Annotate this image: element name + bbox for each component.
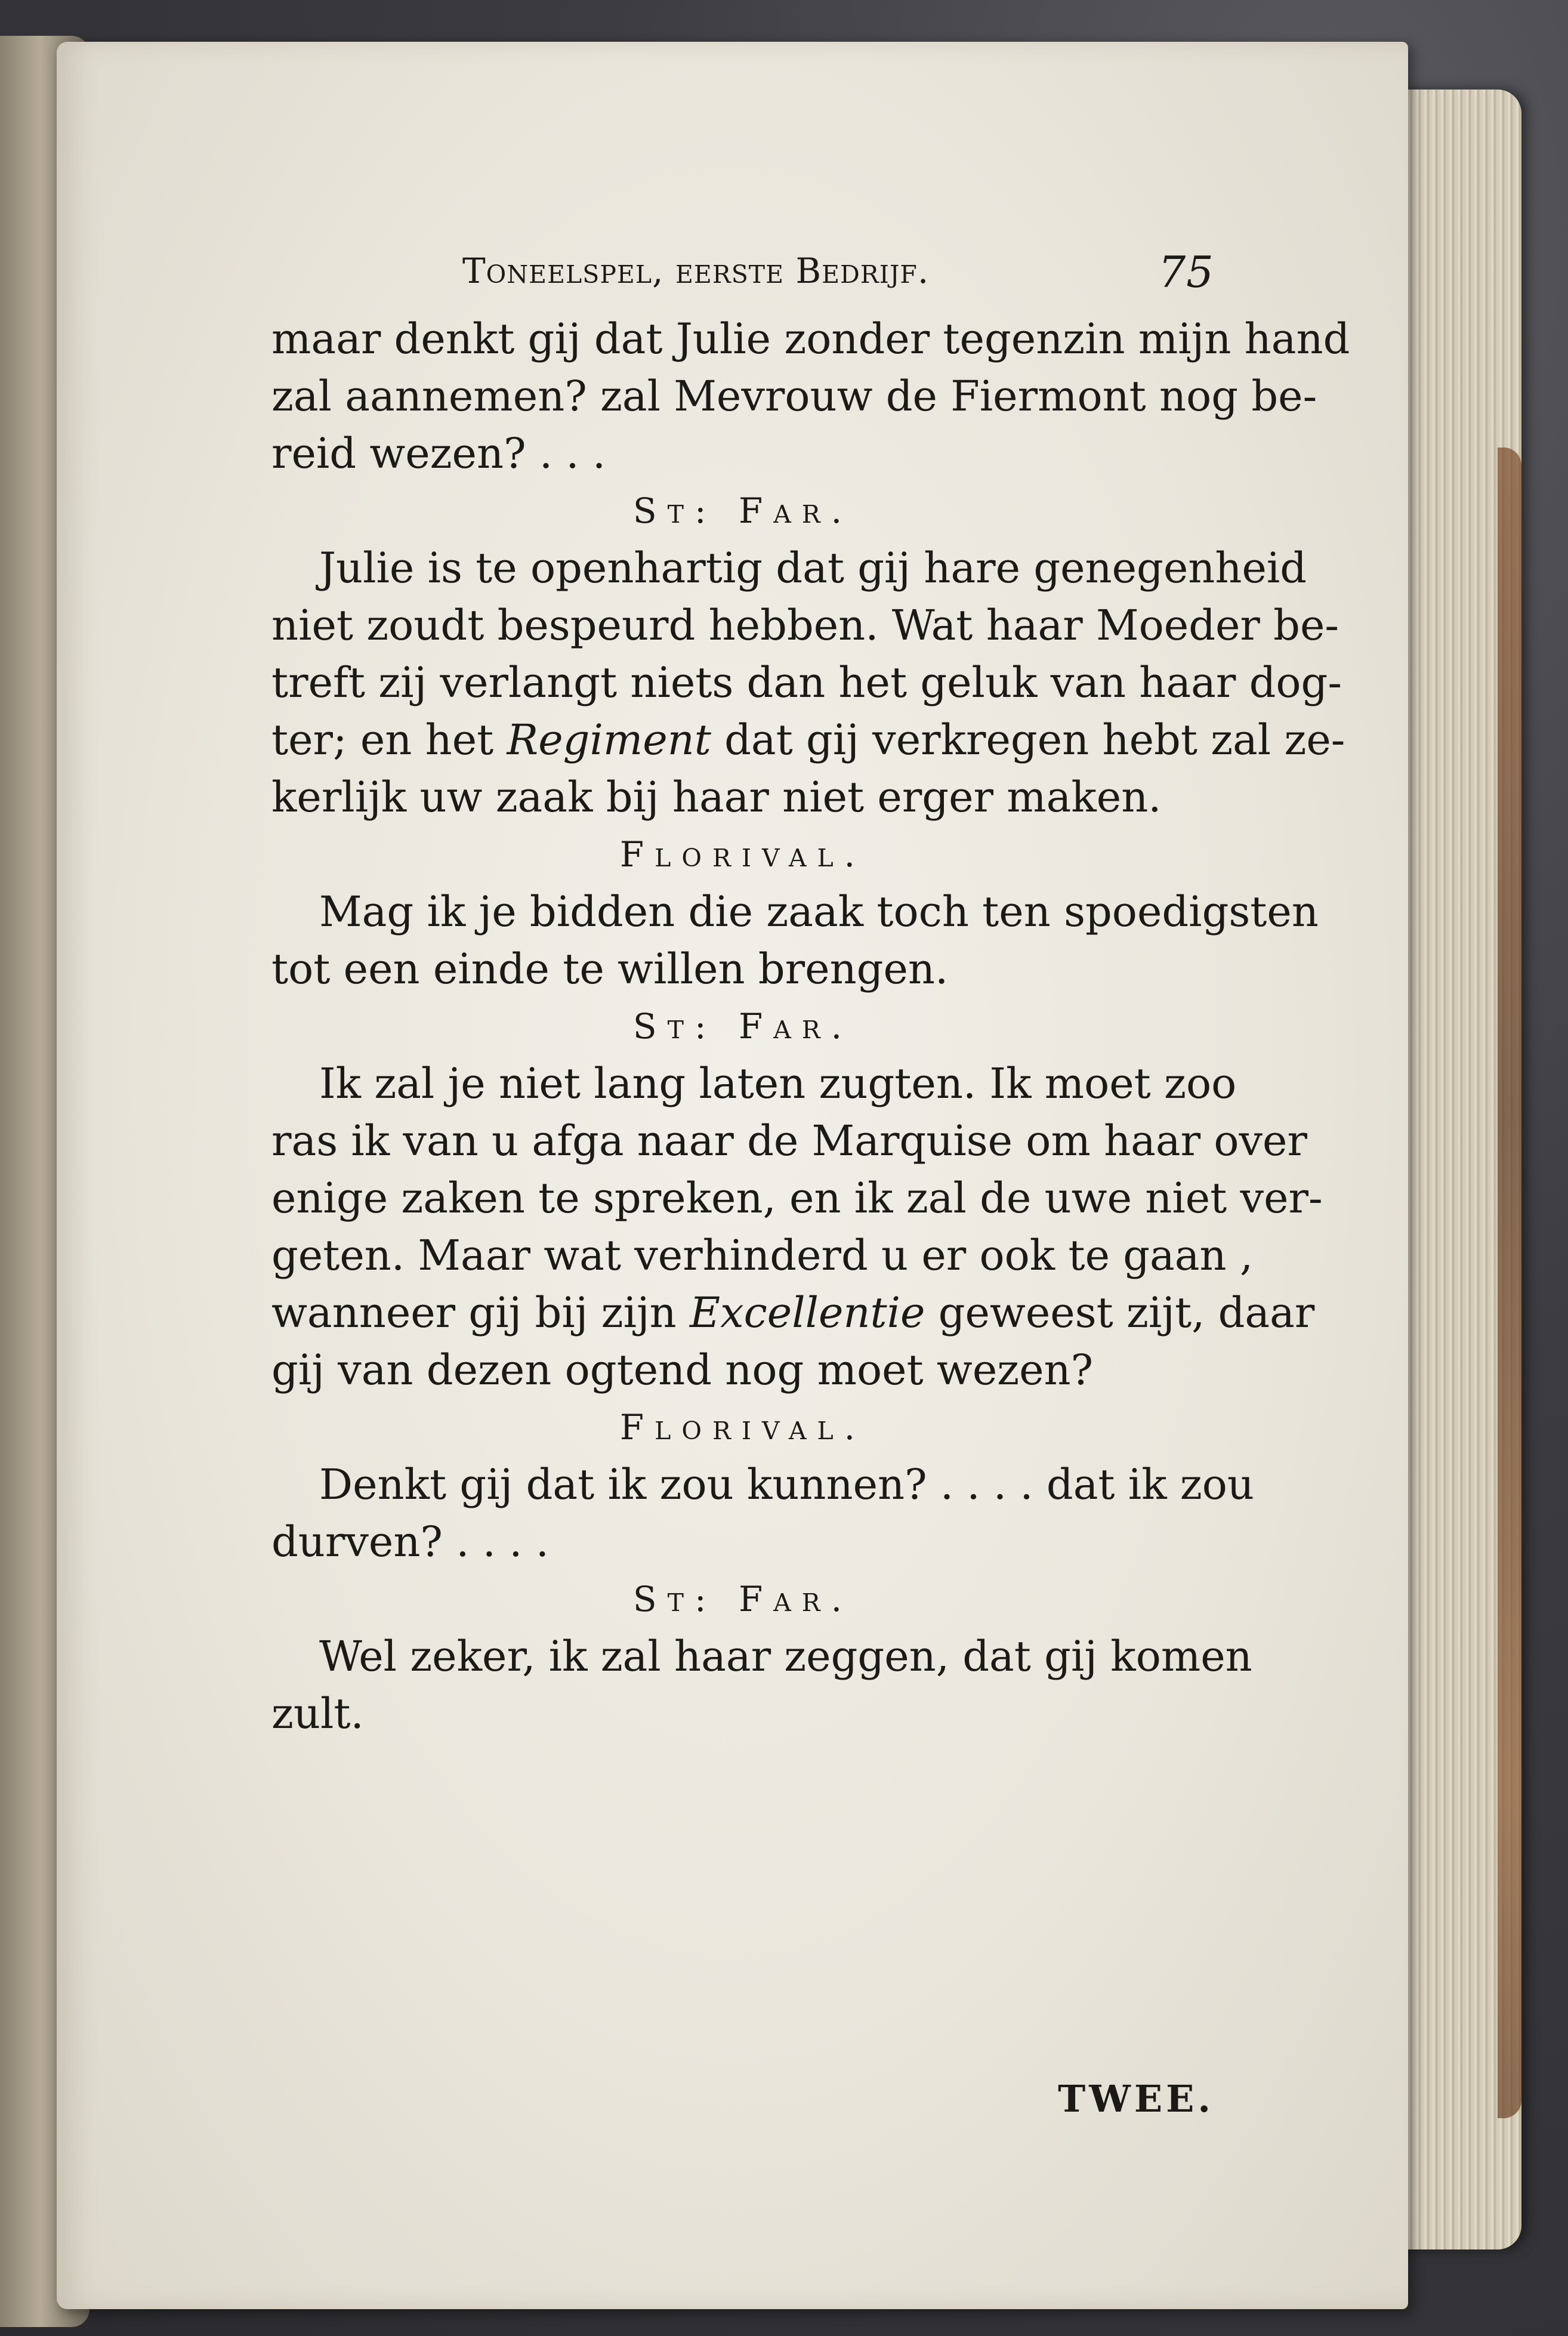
text-line: kerlijk uw zaak bij haar niet erger maken. <box>271 773 1162 822</box>
page-header <box>462 247 1214 310</box>
book-page <box>57 42 1408 2309</box>
page-body <box>271 310 1350 2121</box>
text-line: enige zaken te spreken, en ik zal de uwe niet ver- <box>271 1174 1323 1223</box>
text-line: Wel zeker, ik zal haar zeggen, dat gij komen <box>319 1632 1252 1681</box>
italic-term: Regiment <box>507 715 711 764</box>
catchword: TWEE. <box>1058 2077 1214 2121</box>
text-line: Ik zal je niet lang laten zugten. Ik moet zoo <box>319 1059 1237 1108</box>
speaker-heading: St: Far. <box>632 1579 853 1619</box>
running-title: Toneelspel, eerste Bedrijf. <box>462 251 930 291</box>
text-span: dat gij verkregen hebt zal ze- <box>711 715 1345 764</box>
text-line: tot een einde te willen brengen. <box>271 945 949 993</box>
text-line: niet zoudt bespeurd hebben. Wat haar Moeder be- <box>271 601 1339 650</box>
text-line: zal aannemen? zal Mevrouw de Fiermont nog be- <box>271 372 1317 421</box>
text-line: gij van dezen ogtend nog moet wezen? <box>271 1346 1094 1394</box>
text-span: wanneer gij bij zijn <box>271 1288 690 1337</box>
text-line: Denkt gij dat ik zou kunnen? . . . . dat ik zou <box>319 1460 1254 1509</box>
text-line <box>271 711 1345 769</box>
text-line: ras ik van u afga naar de Marquise om haar over <box>271 1116 1307 1165</box>
text-span: ter; en het <box>271 715 507 764</box>
text-line: geten. Maar wat verhinderd u er ook te gaan , <box>271 1231 1254 1280</box>
text-line: Mag ik je bidden die zaak toch ten spoedigsten <box>319 887 1319 936</box>
page-number: 75 <box>1158 247 1214 297</box>
speaker-heading: Florival. <box>619 1407 866 1448</box>
text-span: geweest zijt, daar <box>925 1288 1315 1337</box>
text-line: zult. <box>271 1689 364 1738</box>
text-line: reid wezen? . . . <box>271 429 606 478</box>
speaker-heading: Florival. <box>619 834 866 875</box>
speaker-heading: St: Far. <box>632 490 853 531</box>
text-line: Julie is te openhartig dat gij hare genegenheid <box>319 544 1307 593</box>
speaker-heading: St: Far. <box>632 1006 853 1047</box>
text-line: durven? . . . . <box>271 1517 549 1566</box>
italic-term: Excellentie <box>690 1288 925 1337</box>
text-line: treft zij verlangt niets dan het geluk van haar dog- <box>271 658 1342 707</box>
text-line: maar denkt gij dat Julie zonder tegenzin mijn hand <box>271 314 1350 363</box>
text-line <box>271 1284 1315 1341</box>
